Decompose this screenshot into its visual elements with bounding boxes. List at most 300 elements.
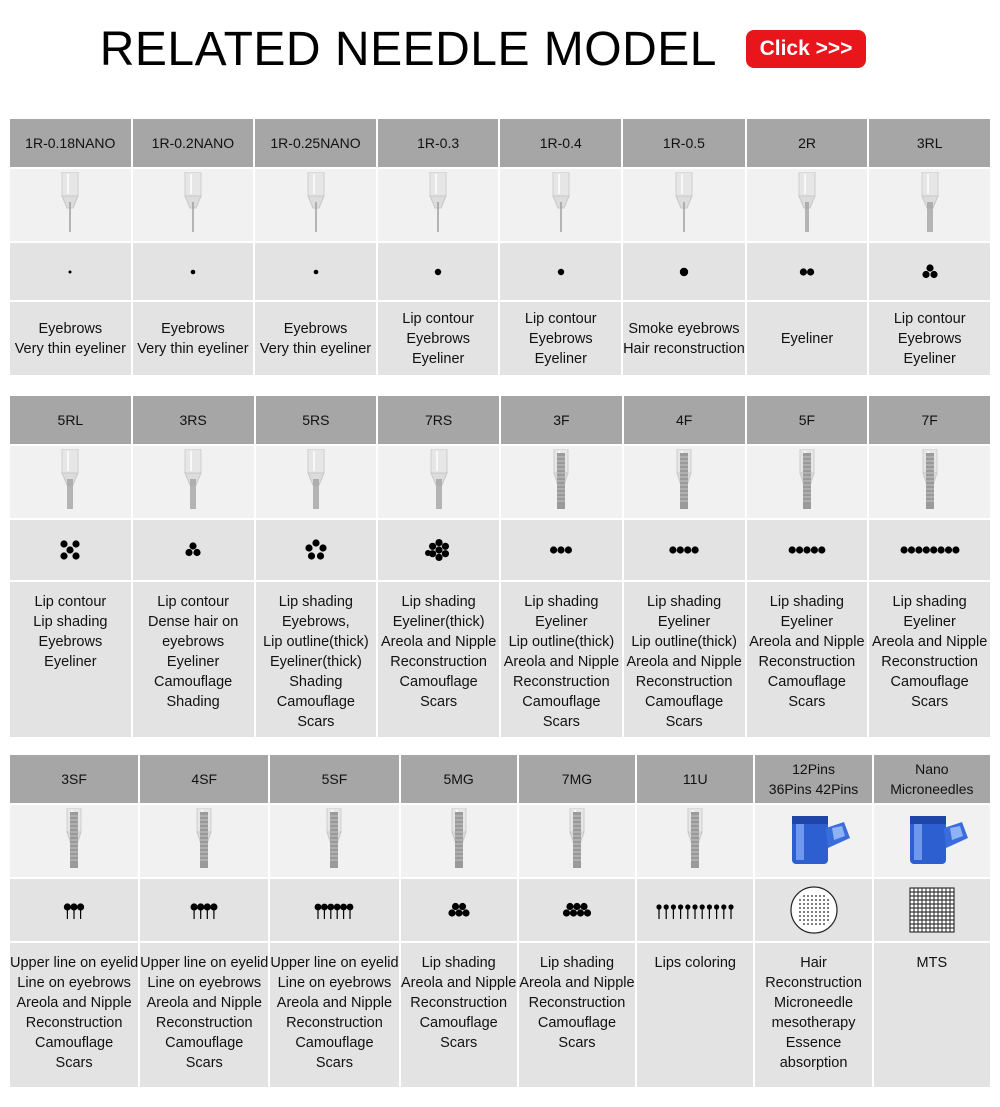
pin-dot [807, 268, 814, 275]
usage-line: Eyeliner [903, 614, 956, 630]
usage-line: Upper line on eyelid [10, 955, 139, 971]
usage-line: Eyebrows [161, 320, 225, 337]
model-name [133, 396, 254, 444]
model-name [10, 755, 138, 803]
model-name-line: 1R-0.18NANO [25, 135, 116, 151]
usage-line: Camouflage [154, 674, 233, 690]
usage-line: Reconstruction [881, 654, 978, 670]
pin-dot [566, 903, 573, 910]
model-name-line: 1R-0.5 [662, 135, 705, 151]
model-name [133, 119, 254, 167]
pin-dot [211, 903, 218, 910]
usage-line: Eyebrows [528, 330, 593, 347]
pin-configuration [506, 244, 616, 300]
usage-line: Camouflage [399, 674, 478, 690]
pin-dot [441, 543, 448, 550]
usage-description [869, 582, 990, 737]
pin-diagram [500, 243, 621, 300]
pin-configuration [877, 882, 987, 938]
usage-line: Areola and Nipple [519, 975, 635, 991]
needle-image [148, 449, 238, 515]
needle-photo [500, 169, 621, 241]
usage-line: eyebrows [162, 634, 225, 650]
needle-image [887, 808, 977, 874]
needle-image [639, 172, 729, 238]
pin-dot [73, 552, 80, 559]
pin-dot [73, 540, 80, 547]
usage-line: Reconstruction [25, 1015, 123, 1031]
pin-dot [693, 904, 698, 909]
usage-line: Lip shading [647, 594, 722, 610]
needle-image [516, 172, 606, 238]
usage-line: Camouflage [522, 694, 601, 710]
pin-dot [707, 904, 712, 909]
needle-column [624, 396, 745, 737]
needle-column [874, 755, 990, 1087]
pin-dot [788, 546, 795, 553]
pin-diagram [256, 520, 377, 580]
needle-photo [255, 169, 376, 241]
usage-line: Camouflage [890, 674, 969, 690]
pin-diagram [874, 879, 990, 941]
needle-photo [747, 169, 868, 241]
usage-description [10, 302, 131, 375]
needle-image [25, 449, 115, 515]
usage-line: Eyeliner [411, 350, 465, 367]
usage-line: Lip outline(thick) [631, 634, 737, 650]
pin-dot [714, 904, 719, 909]
model-name-line: 7F [921, 412, 938, 428]
usage-line: Eyebrows, [282, 614, 350, 630]
model-name-line: 5RL [57, 412, 84, 428]
needle-column [401, 755, 517, 1087]
usage-line: Microneedle [774, 995, 854, 1011]
needle-column [519, 755, 635, 1087]
usage-line: Scars [542, 714, 580, 730]
pin-configuration [383, 244, 493, 300]
needle-photo [10, 805, 138, 877]
needle-photo [755, 805, 871, 877]
pin-dot [319, 544, 326, 551]
needle-photo [874, 805, 990, 877]
usage-line: Lip shading [401, 594, 476, 610]
model-name-line: 5F [798, 412, 816, 428]
usage-line: Smoke eyebrows [628, 320, 740, 337]
needle-column [133, 396, 254, 737]
needle-image [762, 449, 852, 515]
usage-line: Areola and Nipple [871, 634, 988, 650]
pin-diagram [401, 879, 517, 941]
usage-line: Lip contour [524, 310, 597, 327]
needle-column [501, 396, 622, 737]
usage-line: Areola and Nipple [626, 654, 742, 670]
pin-dot [945, 546, 952, 553]
usage-line: Scars [911, 694, 949, 710]
model-name [255, 119, 376, 167]
needle-column [140, 755, 268, 1087]
pin-dot [685, 904, 690, 909]
model-name-line: Microneedles [890, 781, 974, 797]
needle-photo [624, 446, 745, 518]
needle-photo [378, 446, 499, 518]
pin-diagram [747, 520, 868, 580]
model-name-line: 5MG [443, 771, 474, 787]
usage-line: Lip shading [33, 614, 108, 630]
usage-line: Lip contour [402, 310, 475, 327]
needle-image [393, 172, 483, 238]
model-name-line: 11U [682, 771, 708, 787]
pin-diagram [624, 520, 745, 580]
pin-dot [692, 546, 699, 553]
pin-configuration [138, 244, 248, 300]
usage-line: Very thin eyeliner [259, 340, 372, 357]
needle-photo [270, 805, 398, 877]
pin-dot [796, 546, 803, 553]
needle-image [639, 449, 729, 515]
pin-diagram [378, 243, 499, 300]
usage-line: Lip outline(thick) [263, 634, 369, 650]
pin-configuration [279, 882, 389, 938]
usage-line: Lip shading [539, 955, 615, 971]
needle-column [378, 396, 499, 737]
usage-description [140, 943, 268, 1087]
model-name [747, 396, 868, 444]
needle-image [29, 808, 119, 874]
usage-line: Scars [297, 714, 335, 730]
pin-dot [908, 546, 915, 553]
usage-line: Lip contour [157, 594, 229, 610]
needle-column [869, 396, 990, 737]
pin-dot [341, 904, 348, 911]
usage-line: mesotherapy [771, 1015, 856, 1031]
needle-photo [401, 805, 517, 877]
pin-dot [930, 546, 937, 553]
usage-line: Line on eyebrows [147, 975, 262, 991]
usage-line: Scars [315, 1055, 353, 1071]
needle-photo [519, 805, 635, 877]
needle-section [10, 755, 990, 1087]
usage-line: Areola and Nipple [749, 634, 865, 650]
pin-diagram [501, 520, 622, 580]
needle-column [747, 119, 868, 375]
usage-line: Shading [166, 694, 220, 710]
model-name [140, 755, 268, 803]
usage-line: Camouflage [537, 1015, 617, 1031]
needle-image [762, 172, 852, 238]
model-name [869, 119, 990, 167]
usage-description [501, 582, 622, 737]
pin-diagram [255, 243, 376, 300]
pin-dot [664, 904, 669, 909]
pin-dot [684, 546, 691, 553]
usage-line: Eyeliner [534, 350, 587, 367]
needle-image [516, 449, 606, 515]
usage-line: Camouflage [419, 1015, 498, 1031]
needle-photo [133, 446, 254, 518]
model-name [378, 119, 499, 167]
model-name-line: 1R-0.4 [539, 135, 582, 151]
needle-image [148, 172, 238, 238]
pin-dot [305, 544, 312, 551]
pin-configuration [522, 882, 632, 938]
usage-line: Eyeliner [780, 330, 834, 347]
usage-line: Eyeliner(thick) [392, 614, 485, 630]
model-name-line: 3SF [61, 771, 87, 787]
usage-line: Areola and Nipple [503, 654, 620, 670]
usage-line: Reconstruction [758, 654, 856, 670]
usage-description [255, 302, 376, 375]
needle-section [10, 119, 990, 375]
usage-description [874, 943, 990, 1087]
pin-dot [321, 904, 328, 911]
usage-line: Essence [785, 1035, 842, 1051]
usage-line: Lip shading [421, 955, 496, 971]
pin-configuration [629, 522, 739, 578]
needle-photo [10, 169, 131, 241]
pin-dot [565, 546, 572, 553]
pin-dot [700, 904, 705, 909]
pin-dot [462, 909, 469, 916]
pin-dot [677, 546, 684, 553]
needle-photo [256, 446, 377, 518]
pin-dot [558, 546, 565, 553]
usage-line: Reconstruction [528, 995, 626, 1011]
usage-line: Scars [788, 694, 826, 710]
needle-column [255, 119, 376, 375]
pin-dot [803, 546, 810, 553]
pin-dot [671, 904, 676, 909]
needle-image [414, 808, 504, 874]
model-name-line: 3RS [179, 412, 207, 428]
pin-dot [317, 552, 324, 559]
model-name [637, 755, 753, 803]
pin-dot [334, 904, 341, 911]
needle-column [747, 396, 868, 737]
pin-configuration [15, 244, 125, 300]
pin-dot [313, 269, 318, 274]
model-name-line: 4SF [191, 771, 218, 787]
usage-line: Hair reconstruction [623, 340, 745, 357]
usage-line: Eyebrows [283, 320, 348, 337]
usage-description [623, 302, 745, 375]
pin-dot [570, 909, 577, 916]
usage-line: Eyeliner [657, 614, 711, 630]
needle-column [500, 119, 621, 375]
pin-dot [61, 552, 68, 559]
model-name [501, 396, 622, 444]
usage-line: Scars [420, 694, 458, 710]
pin-dot [577, 909, 584, 916]
pin-dot [915, 546, 922, 553]
pin-configuration [261, 522, 371, 578]
usage-description [133, 582, 254, 737]
pin-dot [315, 904, 322, 911]
needle-image [885, 449, 975, 515]
usage-description [519, 943, 635, 1087]
pin-diagram [623, 243, 745, 300]
model-name-line: 1R-0.2NANO [151, 135, 235, 151]
usage-description [133, 302, 254, 375]
pin-dot [186, 549, 193, 556]
model-name [755, 755, 871, 803]
model-name-line: 5SF [321, 771, 348, 787]
usage-line: Reconstruction [635, 674, 733, 690]
pin-dot [922, 546, 929, 553]
page-title: RELATED NEEDLE MODEL [99, 23, 717, 76]
pin-configuration [384, 522, 494, 578]
pin-dot [70, 903, 77, 910]
pin-configuration [875, 522, 985, 578]
pin-dot [818, 546, 825, 553]
model-name-line: 3F [553, 412, 570, 428]
needle-image [25, 172, 115, 238]
needle-image [650, 808, 740, 874]
usage-line: Lip outline(thick) [508, 634, 615, 650]
needle-photo [10, 446, 131, 518]
usage-line: Hair [800, 955, 827, 971]
pin-dot [347, 904, 354, 911]
pin-dot [657, 904, 662, 909]
usage-line: Reconstruction [765, 975, 862, 991]
pin-dot [77, 903, 84, 910]
usage-description [378, 302, 499, 375]
usage-description [500, 302, 621, 375]
model-name [378, 396, 499, 444]
pin-dot [435, 539, 442, 546]
usage-line: Lips coloring [654, 955, 736, 971]
model-name-line: 7MG [561, 771, 593, 787]
needle-column [755, 755, 871, 1087]
usage-line: Upper line on eyelid [140, 955, 269, 971]
usage-line: Reconstruction [286, 1015, 383, 1031]
usage-line: Scars [55, 1055, 93, 1071]
usage-line: Very thin eyeliner [14, 340, 126, 357]
usage-line: Scars [185, 1055, 223, 1071]
usage-line: Eyebrows [38, 320, 103, 337]
usage-line: Shading [289, 674, 343, 690]
pin-dot [448, 909, 455, 916]
needle-photo [869, 446, 990, 518]
pin-configuration [15, 522, 125, 578]
usage-line: Eyebrows [406, 330, 470, 347]
model-name-line: 2R [798, 135, 817, 151]
pin-dot [190, 542, 197, 549]
usage-line: Eyeliner [903, 350, 956, 367]
model-name-line: 1R-0.25NANO [270, 135, 361, 151]
pin-dot [67, 546, 74, 553]
needle-column [378, 119, 499, 375]
pin-dot [678, 904, 683, 909]
pin-dot [435, 546, 442, 553]
pin-dot [194, 549, 201, 556]
usage-description [10, 943, 138, 1087]
pin-dot [61, 540, 68, 547]
model-name [10, 119, 131, 167]
usage-line: Lip shading [769, 594, 844, 610]
pin-dot [435, 554, 442, 561]
usage-line: Areola and Nipple [16, 995, 132, 1011]
pin-configuration [138, 522, 248, 578]
pin-diagram [10, 879, 138, 941]
usage-line: Lip shading [278, 594, 353, 610]
pin-configuration [752, 522, 862, 578]
usage-description [378, 582, 499, 737]
pin-dot [328, 904, 335, 911]
pin-diagram [755, 879, 871, 941]
pin-diagram [869, 520, 990, 580]
model-name-line: 4F [675, 412, 693, 428]
needle-photo [133, 169, 254, 241]
needle-image [769, 808, 859, 874]
model-name-line: 36Pins 42Pins [768, 781, 859, 797]
pin-dot [312, 539, 319, 546]
usage-description [256, 582, 377, 737]
pin-dot [584, 909, 591, 916]
usage-description [401, 943, 517, 1087]
usage-description [10, 582, 131, 737]
pin-dot [308, 552, 315, 559]
needle-photo [140, 805, 268, 877]
needle-column [637, 755, 753, 1087]
usage-line: Camouflage [767, 674, 846, 690]
usage-line: Line on eyebrows [17, 975, 131, 991]
pin-configuration [261, 244, 371, 300]
model-name [10, 396, 131, 444]
model-name [256, 396, 377, 444]
pin-diagram [270, 879, 398, 941]
needle-photo [637, 805, 753, 877]
usage-line: Eyeliner [166, 654, 220, 670]
usage-line: Eyeliner [780, 614, 834, 630]
model-name-line: 3RL [916, 135, 943, 151]
pin-dot [197, 903, 204, 910]
usage-description [624, 582, 745, 737]
needle-image [159, 808, 249, 874]
pin-dot [926, 264, 933, 271]
model-name [270, 755, 398, 803]
needle-photo [378, 169, 499, 241]
pin-dot [455, 909, 462, 916]
usage-line: Camouflage [295, 1035, 374, 1051]
pin-diagram [133, 520, 254, 580]
usage-line: Lip contour [34, 594, 107, 610]
usage-description [747, 582, 868, 737]
pin-dot [669, 546, 676, 553]
pin-dot [204, 903, 211, 910]
model-name-line: 1R-0.3 [417, 135, 460, 151]
pin-diagram [10, 520, 131, 580]
pin-dot [937, 546, 944, 553]
needle-section [10, 396, 990, 737]
pin-diagram [133, 243, 254, 300]
usage-line: Eyebrows [897, 330, 962, 347]
usage-line: Lip shading [892, 594, 967, 610]
needle-column [270, 755, 398, 1087]
click-button[interactable]: Click >>> [746, 30, 866, 68]
needle-column [133, 119, 254, 375]
pin-diagram [378, 520, 499, 580]
model-name [747, 119, 868, 167]
pin-dot [435, 268, 441, 274]
pin-configuration [629, 244, 739, 300]
pin-dot [69, 270, 72, 273]
pin-dot [580, 903, 587, 910]
pin-dot [441, 550, 448, 557]
needle-column [256, 396, 377, 737]
needle-image [289, 808, 379, 874]
pin-diagram [869, 243, 990, 300]
usage-line: Scars [440, 1035, 478, 1051]
